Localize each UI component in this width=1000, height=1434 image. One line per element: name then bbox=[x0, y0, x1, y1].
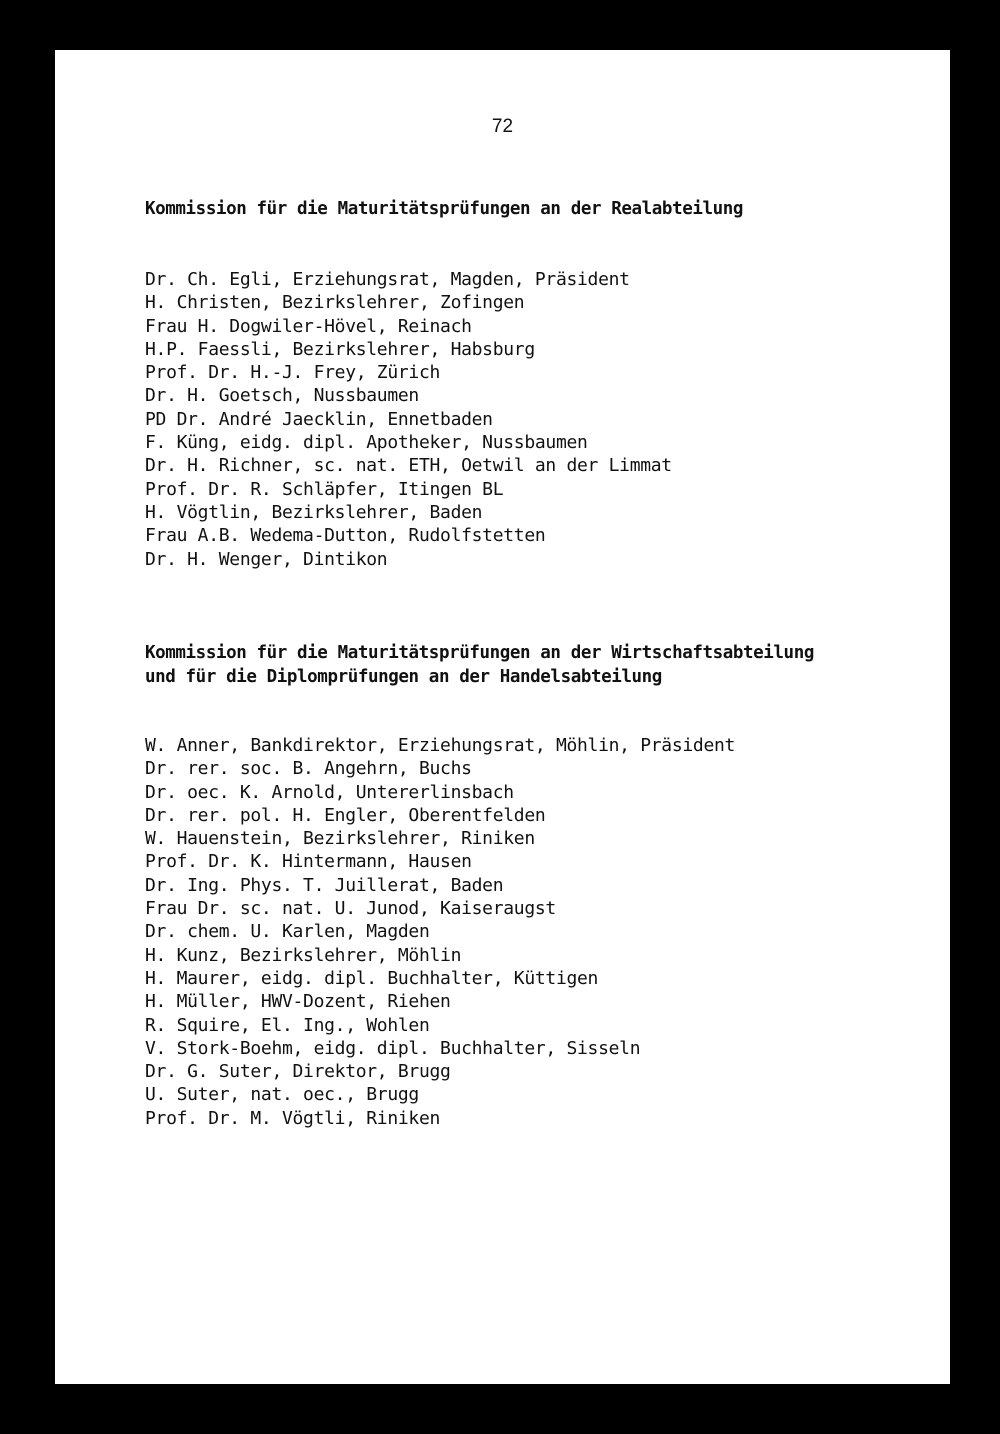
list-item: Dr. Ing. Phys. T. Juillerat, Baden bbox=[145, 874, 504, 896]
list-item: PD Dr. André Jaecklin, Ennetbaden bbox=[145, 408, 493, 430]
heading-line: Kommission für die Maturitätsprüfungen an der Realabteilung bbox=[145, 199, 744, 219]
list-item: Dr. rer. pol. H. Engler, Oberentfelden bbox=[145, 804, 546, 826]
list-item: H. Vögtlin, Bezirkslehrer, Baden bbox=[145, 501, 483, 523]
list-item: Dr. G. Suter, Direktor, Brugg bbox=[145, 1061, 451, 1083]
list-item: R. Squire, El. Ing., Wohlen bbox=[145, 1014, 430, 1036]
page-number: 72 bbox=[491, 116, 514, 137]
list-item: Dr. oec. K. Arnold, Untererlinsbach bbox=[145, 781, 514, 803]
list-item: Dr. H. Wenger, Dintikon bbox=[145, 548, 388, 570]
list-item: W. Anner, Bankdirektor, Erziehungsrat, Möhlin, Präsident bbox=[145, 735, 736, 756]
list-item: H. Müller, HWV-Dozent, Riehen bbox=[145, 991, 451, 1013]
list-item: Frau A.B. Wedema-Dutton, Rudolfstetten bbox=[145, 525, 546, 547]
list-item: Dr. H. Richner, sc. nat. ETH, Oetwil an der Limmat bbox=[145, 455, 672, 477]
list-item: Prof. Dr. H.-J. Frey, Zürich bbox=[145, 362, 441, 384]
list-item: H. Christen, Bezirkslehrer, Zofingen bbox=[145, 292, 525, 314]
list-item: Dr. Ch. Egli, Erziehungsrat, Magden, Präsident bbox=[145, 269, 630, 290]
document-page bbox=[55, 50, 950, 1384]
list-item: H. Kunz, Bezirkslehrer, Möhlin bbox=[145, 944, 462, 966]
list-item: W. Hauenstein, Bezirkslehrer, Riniken bbox=[145, 828, 535, 850]
member-list-wirtschaftsabteilung bbox=[145, 734, 735, 1130]
list-item: Dr. H. Goetsch, Nussbaumen bbox=[145, 385, 419, 407]
list-item: Frau Dr. sc. nat. U. Junod, Kaiseraugst bbox=[145, 898, 556, 920]
list-item: V. Stork-Boehm, eidg. dipl. Buchhalter, Sisseln bbox=[145, 1037, 641, 1059]
list-item: Prof. Dr. R. Schläpfer, Itingen BL bbox=[145, 478, 504, 500]
heading-line: und für die Diplomprüfungen an der Handelsabteilung bbox=[145, 666, 662, 687]
list-item: Dr. rer. soc. B. Angehrn, Buchs bbox=[145, 758, 472, 780]
list-item: F. Küng, eidg. dipl. Apotheker, Nussbaumen bbox=[145, 432, 588, 454]
list-item: Prof. Dr. K. Hintermann, Hausen bbox=[145, 851, 472, 873]
section-heading-realabteilung bbox=[145, 198, 743, 222]
list-item: Prof. Dr. M. Vögtli, Riniken bbox=[145, 1107, 441, 1129]
member-list-realabteilung bbox=[145, 268, 672, 571]
list-item: H.P. Faessli, Bezirkslehrer, Habsburg bbox=[145, 338, 535, 360]
list-item: U. Suter, nat. oec., Brugg bbox=[145, 1084, 419, 1106]
section-heading-wirtschaftsabteilung bbox=[145, 642, 814, 689]
list-item: Dr. chem. U. Karlen, Magden bbox=[145, 921, 430, 943]
list-item: H. Maurer, eidg. dipl. Buchhalter, Küttigen bbox=[145, 967, 599, 989]
list-item: Frau H. Dogwiler-Hövel, Reinach bbox=[145, 315, 472, 337]
heading-line: Kommission für die Maturitätsprüfungen an der Wirtschaftsabteilung bbox=[145, 643, 814, 663]
